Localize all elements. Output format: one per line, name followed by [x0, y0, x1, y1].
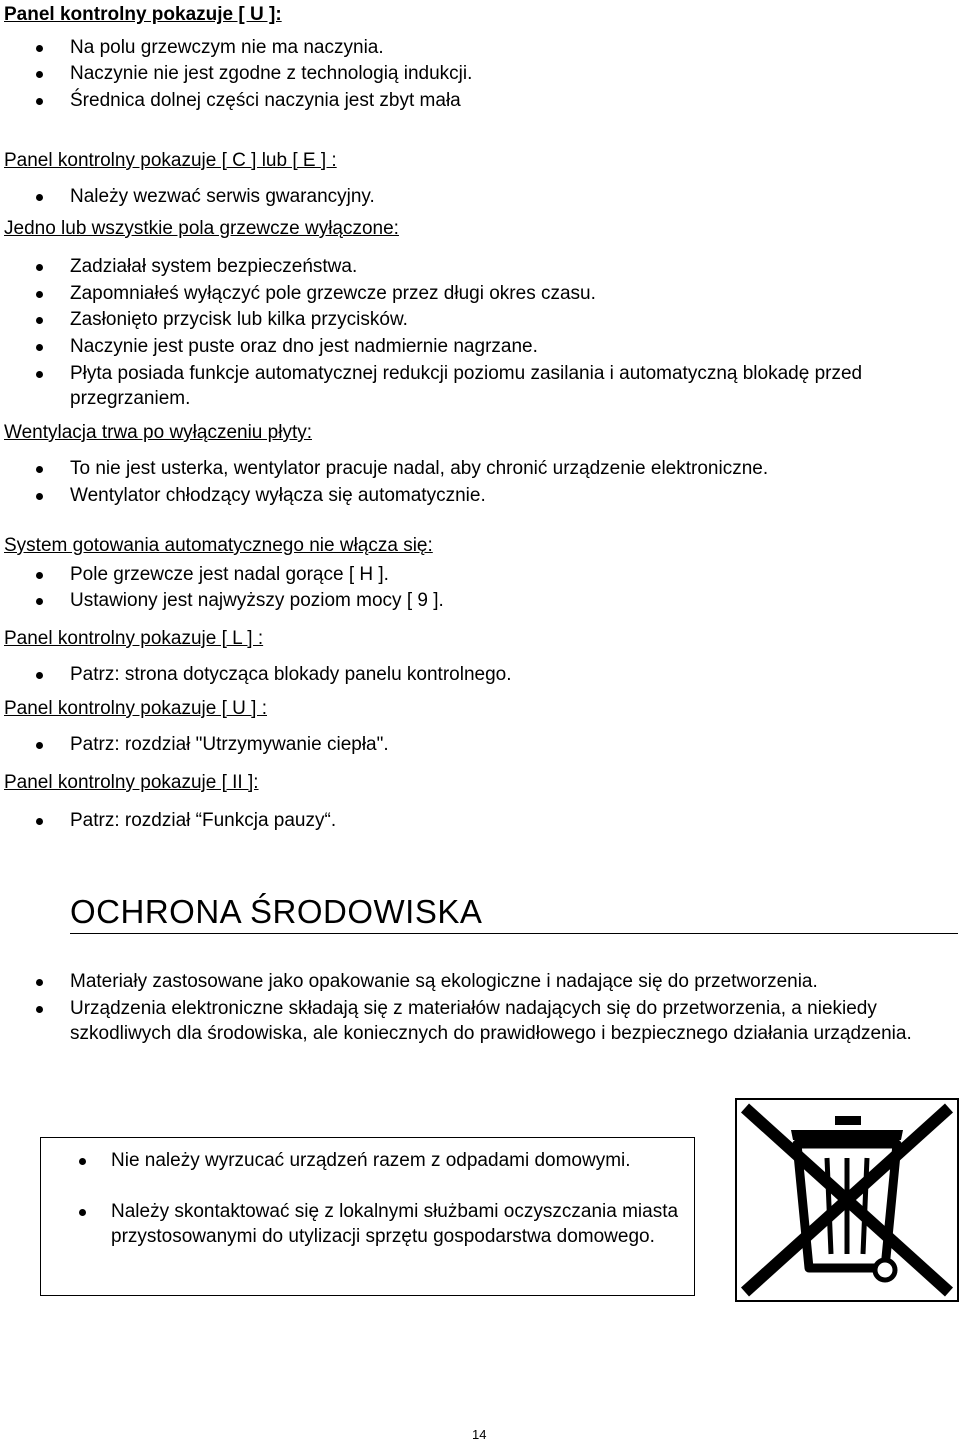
section-heading-l: Panel kontrolny pokazuje [ L ] : — [4, 628, 264, 649]
crossed-out-wheelie-bin-icon — [735, 1098, 959, 1302]
section-heading-u-warm: Panel kontrolny pokazuje [ U ] : — [4, 698, 267, 719]
environment-title: OCHRONA ŚRODOWISKA — [70, 893, 483, 930]
section-heading-fields-off: Jedno lub wszystkie pola grzewcze wyłączone: — [4, 218, 399, 239]
section-heading-c-e: Panel kontrolny pokazuje [ C ] lub [ E ] : — [4, 150, 337, 171]
section-heading-auto-cooking: System gotowania automatycznego nie włącza się: — [4, 535, 433, 556]
section-heading-u: Panel kontrolny pokazuje [ U ]: — [4, 4, 282, 25]
title-divider — [70, 933, 958, 934]
disposal-note-box: Nie należy wyrzucać urządzeń razem z odpadami domowymi. Należy skontaktować się z lokalnymi służbami oczyszczania miasta przystosowanymi do utylizacji sprzętu gospodarstwa domowego. — [40, 1137, 695, 1296]
section-heading-ventilation: Wentylacja trwa po wyłączeniu płyty: — [4, 422, 312, 443]
page-number: 14 — [472, 1427, 487, 1442]
section-heading-pause: Panel kontrolny pokazuje [ II ]: — [4, 772, 259, 793]
